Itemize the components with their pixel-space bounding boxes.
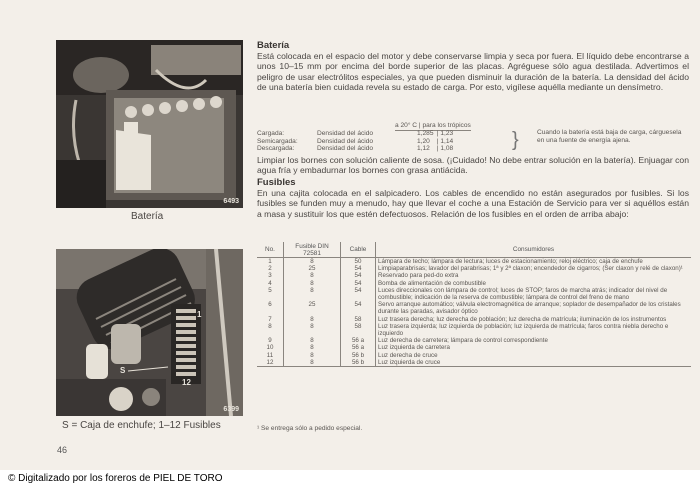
label-s: S (120, 366, 126, 375)
table-row: 12 8 56 b Luz izquierda de cruce (257, 359, 691, 367)
fusebox-photo (56, 249, 243, 416)
table-row: 8 8 58 Luz trasera izquierda; luz izquierda de población; luz izquierda de matrícula; faros contra niebla derecho e izquierdo (257, 323, 691, 337)
table-row: 4 8 54 Bomba de alimentación de combustible (257, 280, 691, 287)
label-1: 1 (197, 310, 202, 319)
brace-icon: } (512, 129, 519, 151)
table-row: 9 8 56 a Luz derecha de carretera; lámpara de control correspondiente (257, 337, 691, 344)
table-row: 3 8 54 Reservado para ped-do extra (257, 272, 691, 279)
terminal-cleaning (257, 155, 689, 176)
table-row: 7 8 58 Luz trasera derecha; luz derecha de población; luz derecha de matrícula; iluminación de los instrumentos (257, 316, 691, 323)
table-row: 10 8 56 a Luz izquierda de carretera (257, 344, 691, 351)
density-side-note: Cuando la batería está baja de carga, cárguesela en una fuente de energía ajena. (537, 129, 682, 144)
table-row: 1 8 50 Lámpara de techo; lámpara de lectura; luces de estacionamiento; reloj eléctrico; caja de enchufe (257, 258, 691, 266)
col-fusible: Fusible DIN 72581 (284, 242, 341, 258)
battery-photo (56, 40, 243, 208)
label-12: 12 (182, 378, 191, 387)
fuse-table-header (257, 242, 691, 258)
page-number: 46 (57, 445, 68, 455)
table-row: 5 8 54 Luces direccionales con lámpara de control; luces de STOP; faros de marcha atrás; indicador del nivel de combustible; indicación de la reserva de combustible; lámpara de control del freno de mano (257, 287, 691, 301)
density-row: Cargada: Densidad del ácido 1,285 | 1,23 (257, 130, 454, 137)
fuses-section (257, 177, 689, 219)
battery-section (257, 40, 689, 92)
density-row: Semicargada: Densidad del ácido 1,20 | 1,14 (257, 137, 454, 145)
table-row: 11 8 56 b Luz derecha de cruce (257, 352, 691, 359)
density-table (257, 122, 689, 155)
battery-paragraph: Está colocada en el espacio del motor y debe conservarse limpia y seca por fuera. El líquido debe encontrarse a unos 10–15 mm por encima del borde superior de las placas. Agréguese sólo agua destilada. Advertimos el peligro de usar electrólitos especiales, ya que pueden disminuir la duración de la batería. La densidad del ácido de una batería bien cuidada revela su estado de carga. Por esto, vigílese aquélla mediante un densímetro. (257, 51, 689, 92)
col-no: No. (257, 242, 284, 258)
col-cable: Cable (341, 242, 376, 258)
fusebox-photo-caption: S = Caja de enchufe; 1–12 Fusibles (62, 420, 221, 431)
fuses-paragraph: En una cajita colocada en el salpicadero. Los cables de encendido no están asegurados por fusibles. Si los fusibles se funden muy a menudo, hay que llevar el coche a una Estación de Servicio para ver si aquéllos están a masa y sustituir los que estén defectuosos. Relación de los fusibles en el orden de arriba abajo: (257, 188, 689, 219)
fuses-heading: Fusibles (257, 177, 296, 188)
density-header: a 20° C | para los trópicos (395, 122, 471, 129)
fuse-table (257, 242, 691, 367)
table-row: 2 25 54 Limpiaparabrisas; lavador del parabrisas; 1ª y 2ª claxon; encendedor de cigarros; (Ser claxon y relé de claxon)¹ (257, 265, 691, 272)
col-consumers: Consumidores (376, 242, 692, 258)
photo-number: 6493 (223, 198, 239, 205)
photo-number: 6399 (223, 406, 239, 413)
density-row: Descargada: Densidad del ácido 1,12 | 1,08 (257, 145, 454, 153)
battery-photo-caption: Batería (131, 211, 164, 222)
density-rows (257, 130, 453, 153)
terminal-cleaning-text: Limpiar los bornes con solución caliente de sosa. (¡Cuidado! No debe entrar solución en la batería). Enjuagar con agua fría y embadurnar los bornes con grasa antiácida. (257, 155, 689, 176)
table-row: 6 25 54 Servo arranque automático; válvula electromagnética de arranque; soplador de desempañador de los cristales durante las paradas, avisador óptico (257, 301, 691, 315)
table-footnote: ¹ Se entrega sólo a pedido especial. (257, 425, 363, 432)
battery-heading: Batería (257, 40, 290, 51)
digitization-credit: © Digitalizado por los foreros de PIEL DE TORO (8, 473, 223, 484)
